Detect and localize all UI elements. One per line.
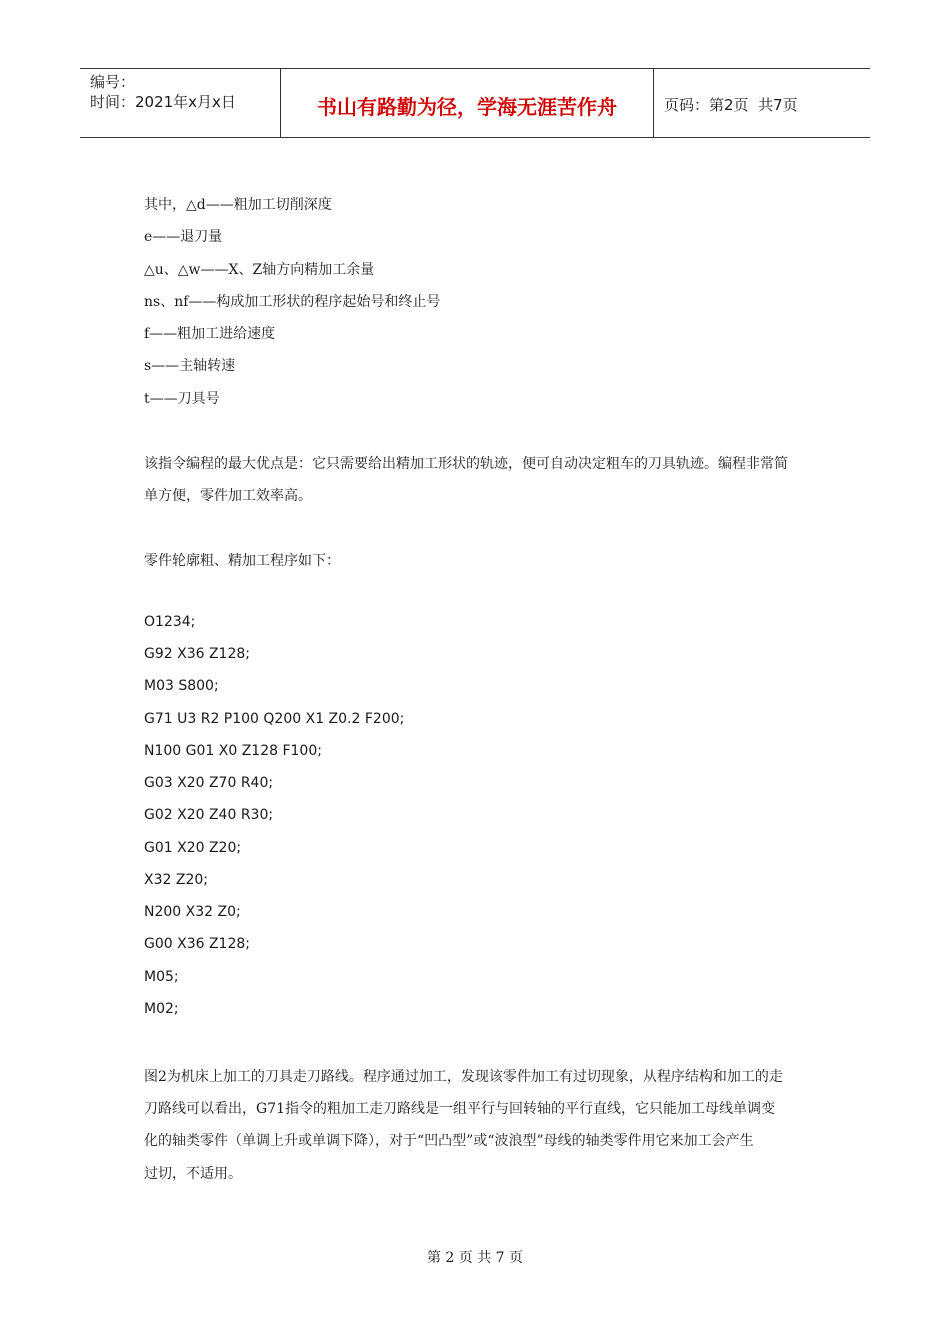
program-line: G01 X20 Z20;: [144, 840, 242, 856]
program-line: N200 X32 Z0;: [144, 904, 241, 920]
paragraph-line: 化的轴类零件（单调上升或单调下降），对于“凹凸型”或“波浪型”母线的轴类零件用它来加工会产生: [144, 1133, 754, 1149]
param-line: ns、nf——构成加工形状的程序起始号和终止号: [144, 294, 441, 310]
document-header: [80, 68, 870, 138]
page-footer: 第 2 页 共 7 页: [426, 1250, 524, 1266]
header-page-label: 页码：第2页 共7页: [664, 96, 798, 114]
program-line: X32 Z20;: [144, 872, 208, 888]
param-line: e——退刀量: [144, 229, 223, 245]
header-page-cell: [654, 69, 870, 137]
param-line: s——主轴转速: [144, 358, 236, 374]
paragraph-line: 图2为机床上加工的刀具走刀路线。程序通过加工，发现该零件加工有过切现象，从程序结构和加工的走: [144, 1069, 783, 1085]
paragraph-line: 单方便，零件加工效率高。: [144, 488, 312, 504]
program-line: G92 X36 Z128;: [144, 646, 250, 662]
header-motto-cell: [281, 69, 654, 137]
program-line: G03 X20 Z70 R40;: [144, 775, 274, 791]
paragraph-line: 刀路线可以看出，G71指令的粗加工走刀路线是一组平行与回转轴的平行直线，它只能加工母线单调变: [144, 1101, 775, 1117]
program-line: G00 X36 Z128;: [144, 936, 250, 952]
program-line: G02 X20 Z40 R30;: [144, 807, 274, 823]
param-line: △u、△w——X、Z轴方向精加工余量: [144, 262, 375, 278]
number-label: 编号：: [90, 73, 136, 91]
param-line: 其中，△d——粗加工切削深度: [144, 197, 332, 213]
param-line: f——粗加工进给速度: [144, 326, 276, 342]
header-motto: 书山有路勤为径，学海无涯苦作舟: [317, 95, 617, 119]
param-line: t——刀具号: [144, 391, 220, 407]
paragraph-line: 过切，不适用。: [144, 1166, 242, 1182]
header-meta-cell: [80, 69, 281, 137]
program-line: M03 S800;: [144, 678, 219, 694]
program-line: M02;: [144, 1001, 179, 1017]
program-line: M05;: [144, 969, 179, 985]
program-line: O1234;: [144, 614, 196, 630]
program-intro: 零件轮廓粗、精加工程序如下：: [144, 553, 340, 569]
program-line: N100 G01 X0 Z128 F100;: [144, 743, 322, 759]
program-line: G71 U3 R2 P100 Q200 X1 Z0.2 F200;: [144, 711, 405, 727]
date-label: 时间：2021年x月x日: [90, 93, 236, 111]
paragraph-line: 该指令编程的最大优点是：它只需要给出精加工形状的轨迹，便可自动决定粗车的刀具轨迹。编程非常简: [144, 456, 788, 472]
